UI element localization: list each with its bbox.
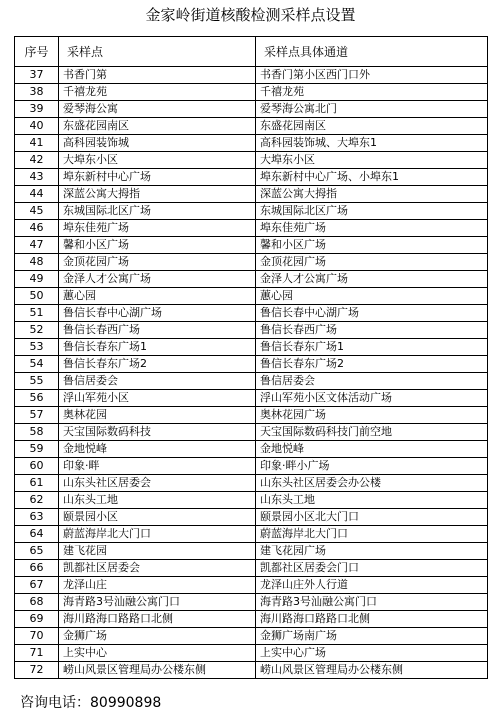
- cell-site: 深蓝公寓大拇指: [59, 186, 256, 203]
- table-row: [15, 84, 488, 101]
- table-row: [15, 305, 488, 322]
- table-row: [15, 220, 488, 237]
- cell-no: 48: [15, 254, 59, 271]
- cell-channel: 奥林花园广场: [256, 407, 488, 424]
- table-row: [15, 169, 488, 186]
- cell-no: 52: [15, 322, 59, 339]
- cell-site: 崂山风景区管理局办公楼东侧: [59, 662, 256, 679]
- cell-no: 71: [15, 645, 59, 662]
- table-row: [15, 594, 488, 611]
- table-row: [15, 237, 488, 254]
- cell-no: 43: [15, 169, 59, 186]
- table-row: [15, 611, 488, 628]
- table-row: [15, 322, 488, 339]
- table-row: [15, 67, 488, 84]
- cell-no: 50: [15, 288, 59, 305]
- table-row: [15, 424, 488, 441]
- table-row: [15, 407, 488, 424]
- cell-no: 42: [15, 152, 59, 169]
- cell-site: 千禧龙苑: [59, 84, 256, 101]
- cell-site: 东城国际北区广场: [59, 203, 256, 220]
- cell-channel: 馨和小区广场: [256, 237, 488, 254]
- cell-channel: 天宝国际数码科技门前空地: [256, 424, 488, 441]
- cell-channel: 东城国际北区广场: [256, 203, 488, 220]
- cell-no: 61: [15, 475, 59, 492]
- table-row: [15, 101, 488, 118]
- cell-channel: 海青路3号汕融公寓门口: [256, 594, 488, 611]
- cell-no: 53: [15, 339, 59, 356]
- cell-site: 金顶花园广场: [59, 254, 256, 271]
- cell-site: 建飞花园: [59, 543, 256, 560]
- cell-channel: 建飞花园广场: [256, 543, 488, 560]
- table-row: [15, 339, 488, 356]
- cell-channel: 鲁信长春中心湖广场: [256, 305, 488, 322]
- cell-site: 高科园装饰城: [59, 135, 256, 152]
- header-no: 序号: [15, 37, 59, 67]
- cell-channel: 深蓝公寓大拇指: [256, 186, 488, 203]
- cell-channel: 蕙心园: [256, 288, 488, 305]
- cell-channel: 东盛花园南区: [256, 118, 488, 135]
- cell-no: 41: [15, 135, 59, 152]
- cell-site: 馨和小区广场: [59, 237, 256, 254]
- cell-channel: 上实中心广场: [256, 645, 488, 662]
- cell-no: 39: [15, 101, 59, 118]
- table-body: [15, 67, 488, 679]
- cell-channel: 山东头工地: [256, 492, 488, 509]
- cell-site: 鲁信长春东广场2: [59, 356, 256, 373]
- cell-channel: 浮山军苑小区文体活动广场: [256, 390, 488, 407]
- table-row: [15, 560, 488, 577]
- cell-site: 印象·畔: [59, 458, 256, 475]
- cell-no: 70: [15, 628, 59, 645]
- table-row: [15, 458, 488, 475]
- cell-no: 46: [15, 220, 59, 237]
- cell-no: 59: [15, 441, 59, 458]
- cell-channel: 崂山风景区管理局办公楼东侧: [256, 662, 488, 679]
- cell-no: 55: [15, 373, 59, 390]
- cell-site: 凯都社区居委会: [59, 560, 256, 577]
- table-row: [15, 662, 488, 679]
- cell-site: 浮山军苑小区: [59, 390, 256, 407]
- cell-channel: 海川路海口路路口北侧: [256, 611, 488, 628]
- cell-channel: 龙泽山庄外人行道: [256, 577, 488, 594]
- table-row: [15, 543, 488, 560]
- cell-no: 60: [15, 458, 59, 475]
- cell-no: 69: [15, 611, 59, 628]
- cell-site: 书香门第: [59, 67, 256, 84]
- table-row: [15, 373, 488, 390]
- cell-no: 51: [15, 305, 59, 322]
- cell-channel: 鲁信长春东广场2: [256, 356, 488, 373]
- cell-no: 54: [15, 356, 59, 373]
- table-row: [15, 356, 488, 373]
- cell-channel: 印象·畔小广场: [256, 458, 488, 475]
- cell-channel: 埠东新村中心广场、小埠东1: [256, 169, 488, 186]
- cell-channel: 凯都社区居委会门口: [256, 560, 488, 577]
- cell-no: 56: [15, 390, 59, 407]
- cell-site: 埠东佳苑广场: [59, 220, 256, 237]
- cell-site: 金狮广场: [59, 628, 256, 645]
- cell-no: 67: [15, 577, 59, 594]
- cell-site: 大埠东小区: [59, 152, 256, 169]
- table-row: [15, 135, 488, 152]
- cell-site: 海青路3号汕融公寓门口: [59, 594, 256, 611]
- cell-no: 49: [15, 271, 59, 288]
- cell-channel: 金地悦峰: [256, 441, 488, 458]
- cell-channel: 千禧龙苑: [256, 84, 488, 101]
- cell-site: 上实中心: [59, 645, 256, 662]
- cell-site: 山东头社区居委会: [59, 475, 256, 492]
- cell-no: 66: [15, 560, 59, 577]
- table-row: [15, 628, 488, 645]
- cell-no: 47: [15, 237, 59, 254]
- cell-channel: 高科园装饰城、大埠东1: [256, 135, 488, 152]
- table-row: [15, 254, 488, 271]
- cell-channel: 鲁信居委会: [256, 373, 488, 390]
- cell-channel: 爱琴海公寓北门: [256, 101, 488, 118]
- cell-no: 38: [15, 84, 59, 101]
- cell-channel: 鲁信长春西广场: [256, 322, 488, 339]
- cell-site: 蕙心园: [59, 288, 256, 305]
- cell-site: 东盛花园南区: [59, 118, 256, 135]
- cell-site: 山东头工地: [59, 492, 256, 509]
- cell-site: 金泽人才公寓广场: [59, 271, 256, 288]
- cell-no: 63: [15, 509, 59, 526]
- cell-site: 埠东新村中心广场: [59, 169, 256, 186]
- table-row: [15, 288, 488, 305]
- table-row: [15, 509, 488, 526]
- cell-site: 鲁信长春西广场: [59, 322, 256, 339]
- cell-no: 44: [15, 186, 59, 203]
- cell-site: 蔚蓝海岸北大门口: [59, 526, 256, 543]
- cell-site: 奥林花园: [59, 407, 256, 424]
- cell-channel: 书香门第小区西门口外: [256, 67, 488, 84]
- table-row: [15, 577, 488, 594]
- cell-site: 鲁信长春中心湖广场: [59, 305, 256, 322]
- cell-no: 58: [15, 424, 59, 441]
- table-row: [15, 492, 488, 509]
- cell-channel: 鲁信长春东广场1: [256, 339, 488, 356]
- cell-channel: 金狮广场南广场: [256, 628, 488, 645]
- cell-no: 40: [15, 118, 59, 135]
- header-site: 采样点: [59, 37, 256, 67]
- cell-site: 颐景园小区: [59, 509, 256, 526]
- header-channel: 采样点具体通道: [256, 37, 488, 67]
- cell-site: 天宝国际数码科技: [59, 424, 256, 441]
- cell-no: 57: [15, 407, 59, 424]
- cell-no: 45: [15, 203, 59, 220]
- cell-site: 海川路海口路路口北侧: [59, 611, 256, 628]
- cell-no: 72: [15, 662, 59, 679]
- table-row: [15, 271, 488, 288]
- cell-site: 金地悦峰: [59, 441, 256, 458]
- contact-phone: 咨询电话：80990898: [20, 695, 162, 711]
- cell-no: 62: [15, 492, 59, 509]
- cell-no: 37: [15, 67, 59, 84]
- cell-no: 64: [15, 526, 59, 543]
- cell-site: 龙泽山庄: [59, 577, 256, 594]
- cell-channel: 金泽人才公寓广场: [256, 271, 488, 288]
- table-row: [15, 186, 488, 203]
- page-title: 金家岭街道核酸检测采样点设置: [145, 6, 356, 24]
- cell-no: 65: [15, 543, 59, 560]
- table-row: [15, 118, 488, 135]
- cell-no: 68: [15, 594, 59, 611]
- sampling-sites-table: [14, 36, 488, 679]
- cell-channel: 金顶花园广场: [256, 254, 488, 271]
- cell-channel: 埠东佳苑广场: [256, 220, 488, 237]
- table-header-row: [15, 37, 488, 67]
- cell-channel: 蔚蓝海岸北大门口: [256, 526, 488, 543]
- table-row: [15, 390, 488, 407]
- cell-channel: 山东头社区居委会办公楼: [256, 475, 488, 492]
- cell-channel: 颐景园小区北大门口: [256, 509, 488, 526]
- table-row: [15, 441, 488, 458]
- table-row: [15, 152, 488, 169]
- cell-channel: 大埠东小区: [256, 152, 488, 169]
- cell-site: 鲁信居委会: [59, 373, 256, 390]
- cell-site: 爱琴海公寓: [59, 101, 256, 118]
- table-row: [15, 526, 488, 543]
- cell-site: 鲁信长春东广场1: [59, 339, 256, 356]
- table-row: [15, 203, 488, 220]
- table-row: [15, 645, 488, 662]
- table-row: [15, 475, 488, 492]
